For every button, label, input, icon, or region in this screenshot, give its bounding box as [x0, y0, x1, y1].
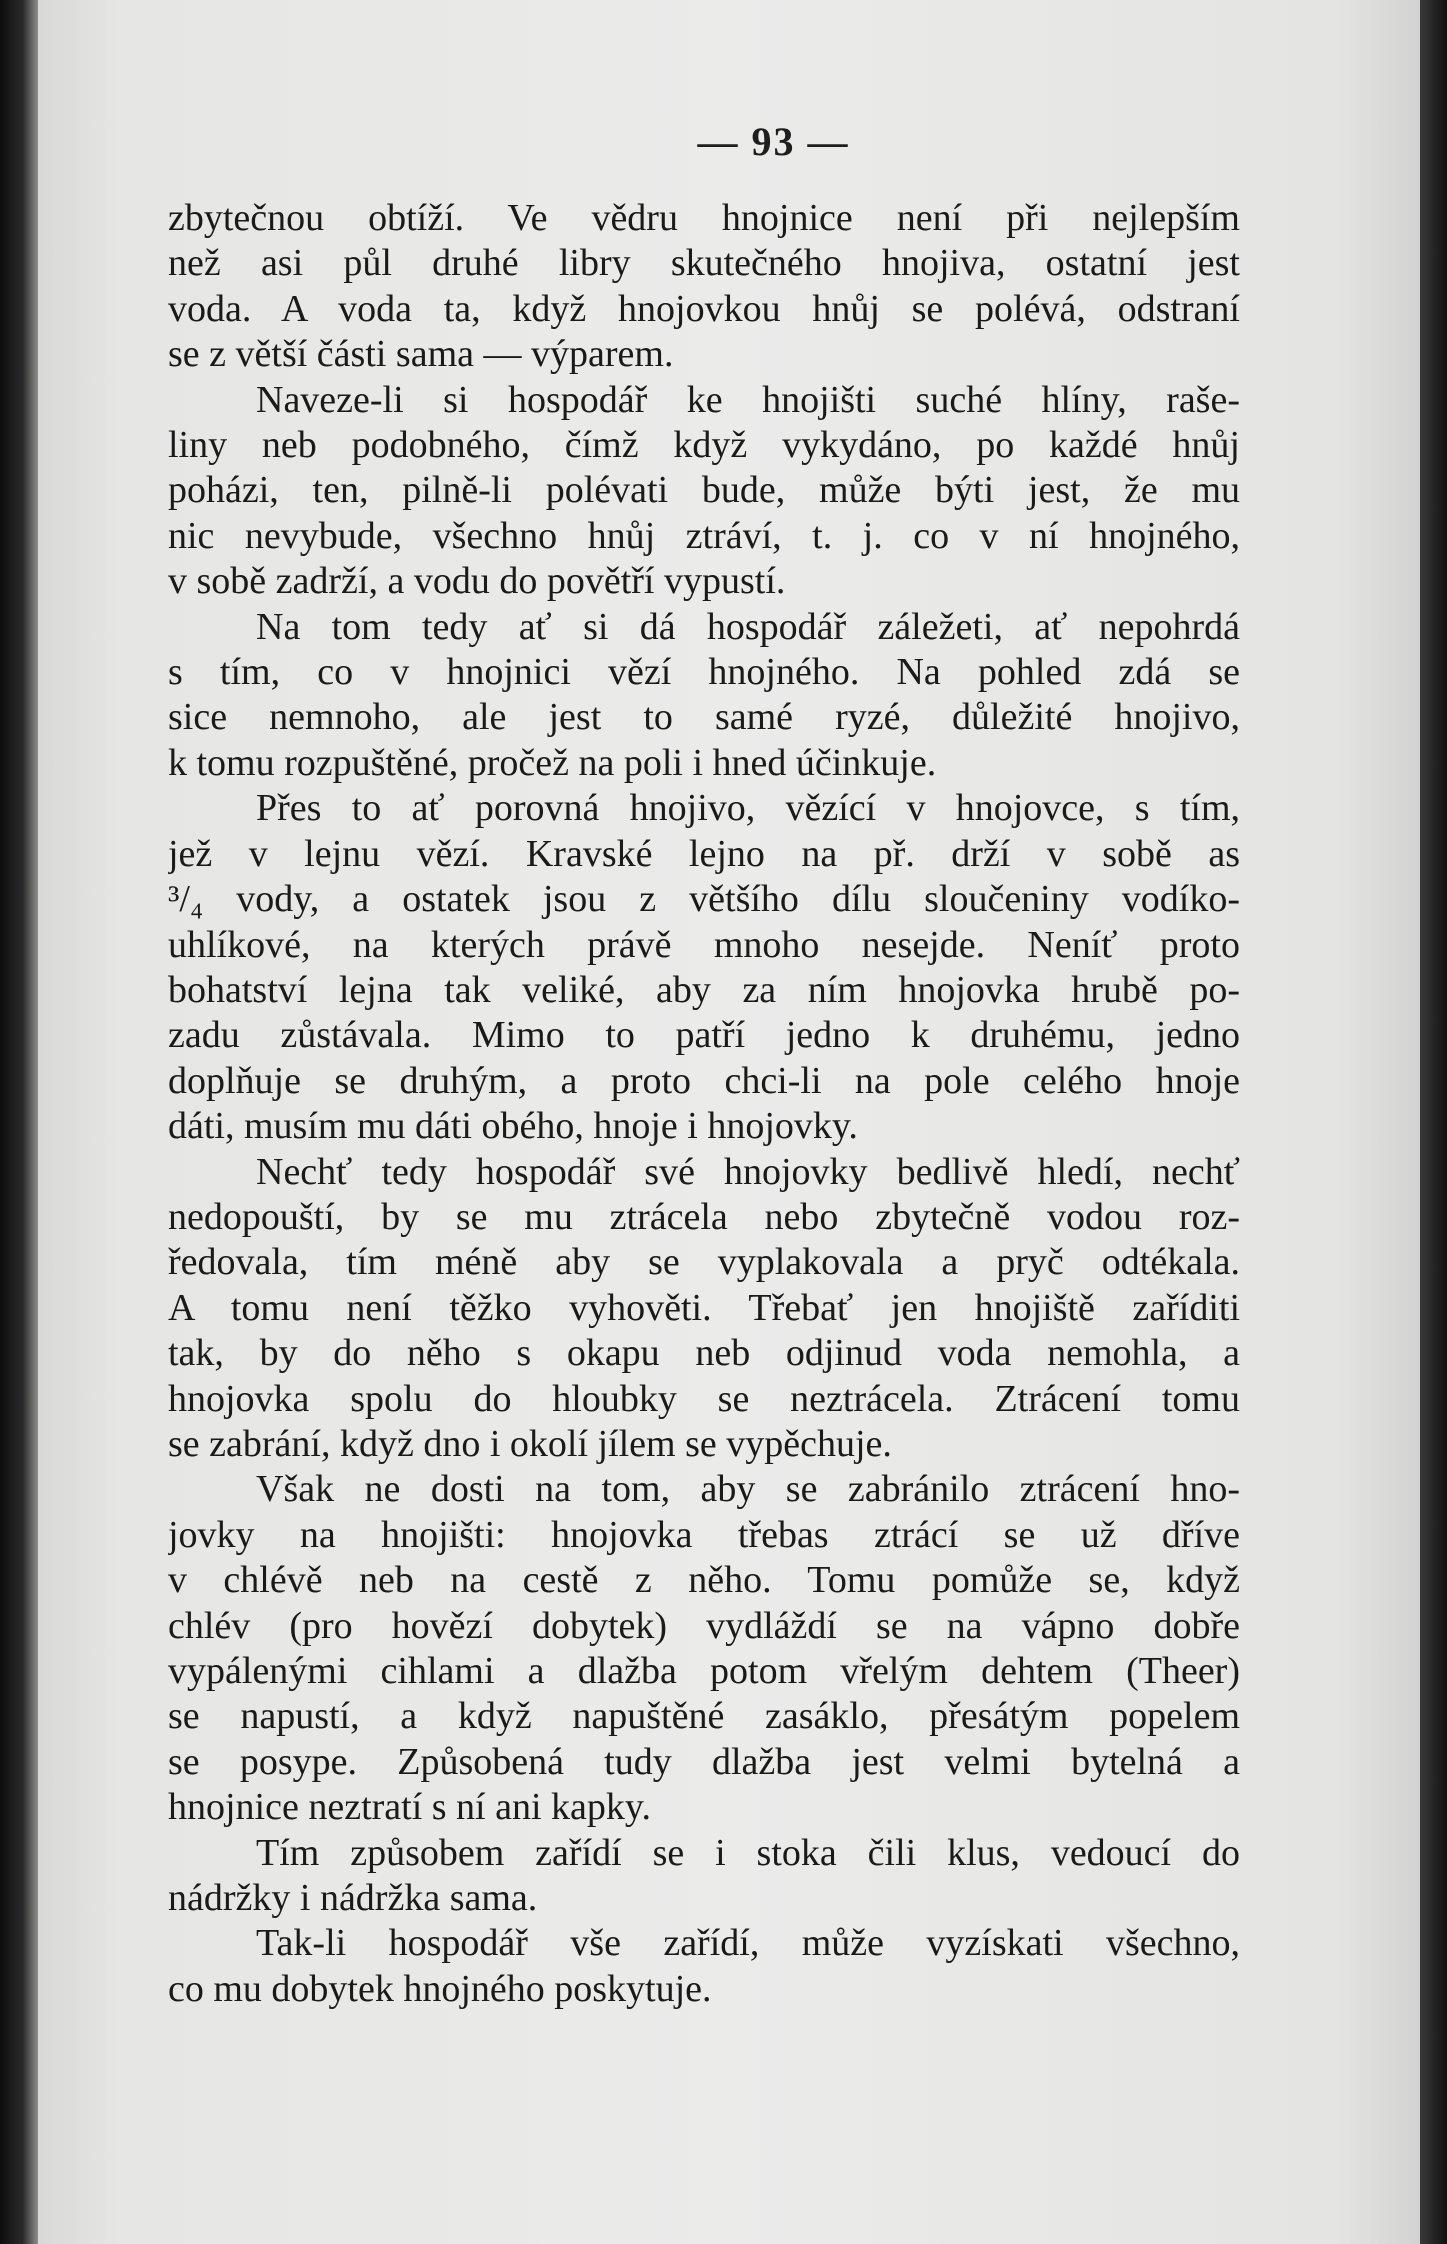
text-line: Však ne dosti na tom, aby se zabránilo ztrácení hno- — [256, 1468, 1240, 1511]
text-line: co mu dobytek hnojného poskytuje. — [168, 1967, 712, 2010]
text-line: poházi, ten, pilně-li polévati bude, může býti jest, že mu — [168, 469, 1240, 512]
text-line: se napustí, a když napuštěné zasáklo, přesátým popelem — [168, 1695, 1240, 1738]
text-line: v chlévě neb na cestě z něho. Tomu pomůže se, když — [168, 1559, 1240, 1602]
text-line: s tím, co v hnojnici vězí hnojného. Na pohled zdá se — [168, 651, 1240, 694]
paragraph — [168, 196, 1240, 378]
text-line: nic nevybude, všechno hnůj ztráví, t. j. co v ní hnojného, — [168, 514, 1240, 557]
paragraph — [168, 1150, 1240, 1468]
paragraph — [168, 1467, 1240, 1830]
text-line: voda. A voda ta, když hnojovkou hnůj se polévá, odstraní — [168, 287, 1240, 330]
text-line: tak, by do něho s okapu neb odjinud voda nemohla, a — [168, 1332, 1240, 1375]
paragraph — [168, 378, 1240, 605]
text-line: nádržky i nádržka sama. — [168, 1877, 538, 1920]
page-right-shadow — [1420, 0, 1447, 2244]
text-line: sice nemnoho, ale jest to samé ryzé, důležité hnojivo, — [168, 696, 1240, 739]
text-line: uhlíkové, na kterých právě mnoho nesejde. Neníť proto — [168, 923, 1240, 966]
text-line: Naveze-li si hospodář ke hnojišti suché hlíny, raše- — [256, 378, 1240, 421]
text-line: zbytečnou obtíží. Ve vědru hnojnice není při nejlepším — [168, 197, 1240, 239]
text-line: liny neb podobného, čímž když vykydáno, po každé hnůj — [168, 424, 1240, 467]
text-line: hnojovka spolu do hloubky se neztrácela. Ztrácení tomu — [168, 1377, 1240, 1420]
paragraph — [168, 1921, 1240, 2012]
text-line: dáti, musím mu dáti obého, hnoje i hnojovky. — [168, 1105, 858, 1148]
text-line: chlév (pro hovězí dobytek) vydláždí se na vápno dobře — [168, 1604, 1240, 1647]
text-line: bohatství lejna tak veliké, aby za ním hnojovka hrubě po- — [168, 968, 1240, 1011]
text-line: než asi půl druhé libry skutečného hnojiva, ostatní jest — [168, 242, 1240, 285]
text-line: nedopouští, by se mu ztrácela nebo zbytečně vodou roz- — [168, 1195, 1240, 1238]
text-line: jovky na hnojišti: hnojovka třebas ztrácí se už dříve — [168, 1513, 1240, 1556]
paragraph — [168, 605, 1240, 787]
text-line: zadu zůstávala. Mimo to patří jedno k druhému, jedno — [168, 1014, 1240, 1057]
text-line: se zabrání, když dno i okolí jílem se vypěchuje. — [168, 1422, 892, 1465]
page-number: — 93 — — [697, 119, 850, 164]
text-line: A tomu není těžko vyhověti. Třebať jen hnojiště zaříditi — [168, 1286, 1240, 1329]
text-line: Přes to ať porovná hnojivo, vězící v hnojovce, s tím, — [256, 787, 1240, 830]
paragraph — [168, 786, 1240, 1149]
text-line: jež v lejnu vězí. Kravské lejno na př. drží v sobě as — [168, 832, 1240, 875]
text-line: Tím způsobem zařídí se i stoka čili klus, vedoucí do — [256, 1831, 1240, 1874]
text-line: ředovala, tím méně aby se vyplakovala a pryč odtékala. — [168, 1241, 1240, 1284]
text-line: vypálenými cihlami a dlažba potom vřelým dehtem (Theer) — [168, 1650, 1240, 1692]
text-line: v sobě zadrží, a vodu do povětří vypustí. — [168, 560, 786, 603]
text-line: hnojnice neztratí s ní ani kapky. — [168, 1786, 651, 1829]
text-line: se z větší části sama — výparem. — [168, 333, 674, 376]
text-line: ³/₄ vody, a ostatek jsou z většího dílu sloučeniny vodíko- — [168, 878, 1240, 921]
text-line: se posype. Způsobená tudy dlažba jest velmi bytelná a — [168, 1740, 1240, 1783]
text-line: doplňuje se druhým, a proto chci-li na pole celého hnoje — [168, 1059, 1240, 1102]
paragraph — [168, 1831, 1240, 1922]
text-line: Nechť tedy hospodář své hnojovky bedlivě hledí, nechť — [256, 1150, 1240, 1193]
text-line: k tomu rozpuštěné, pročež na poli i hned účinkuje. — [168, 741, 937, 784]
body-text — [168, 196, 1240, 2012]
text-line: Na tom tedy ať si dá hospodář záležeti, ať nepohrdá — [256, 605, 1240, 648]
page-left-shadow — [0, 0, 38, 2244]
text-line: Tak-li hospodář vše zařídí, může vyzískati všechno, — [256, 1922, 1240, 1965]
